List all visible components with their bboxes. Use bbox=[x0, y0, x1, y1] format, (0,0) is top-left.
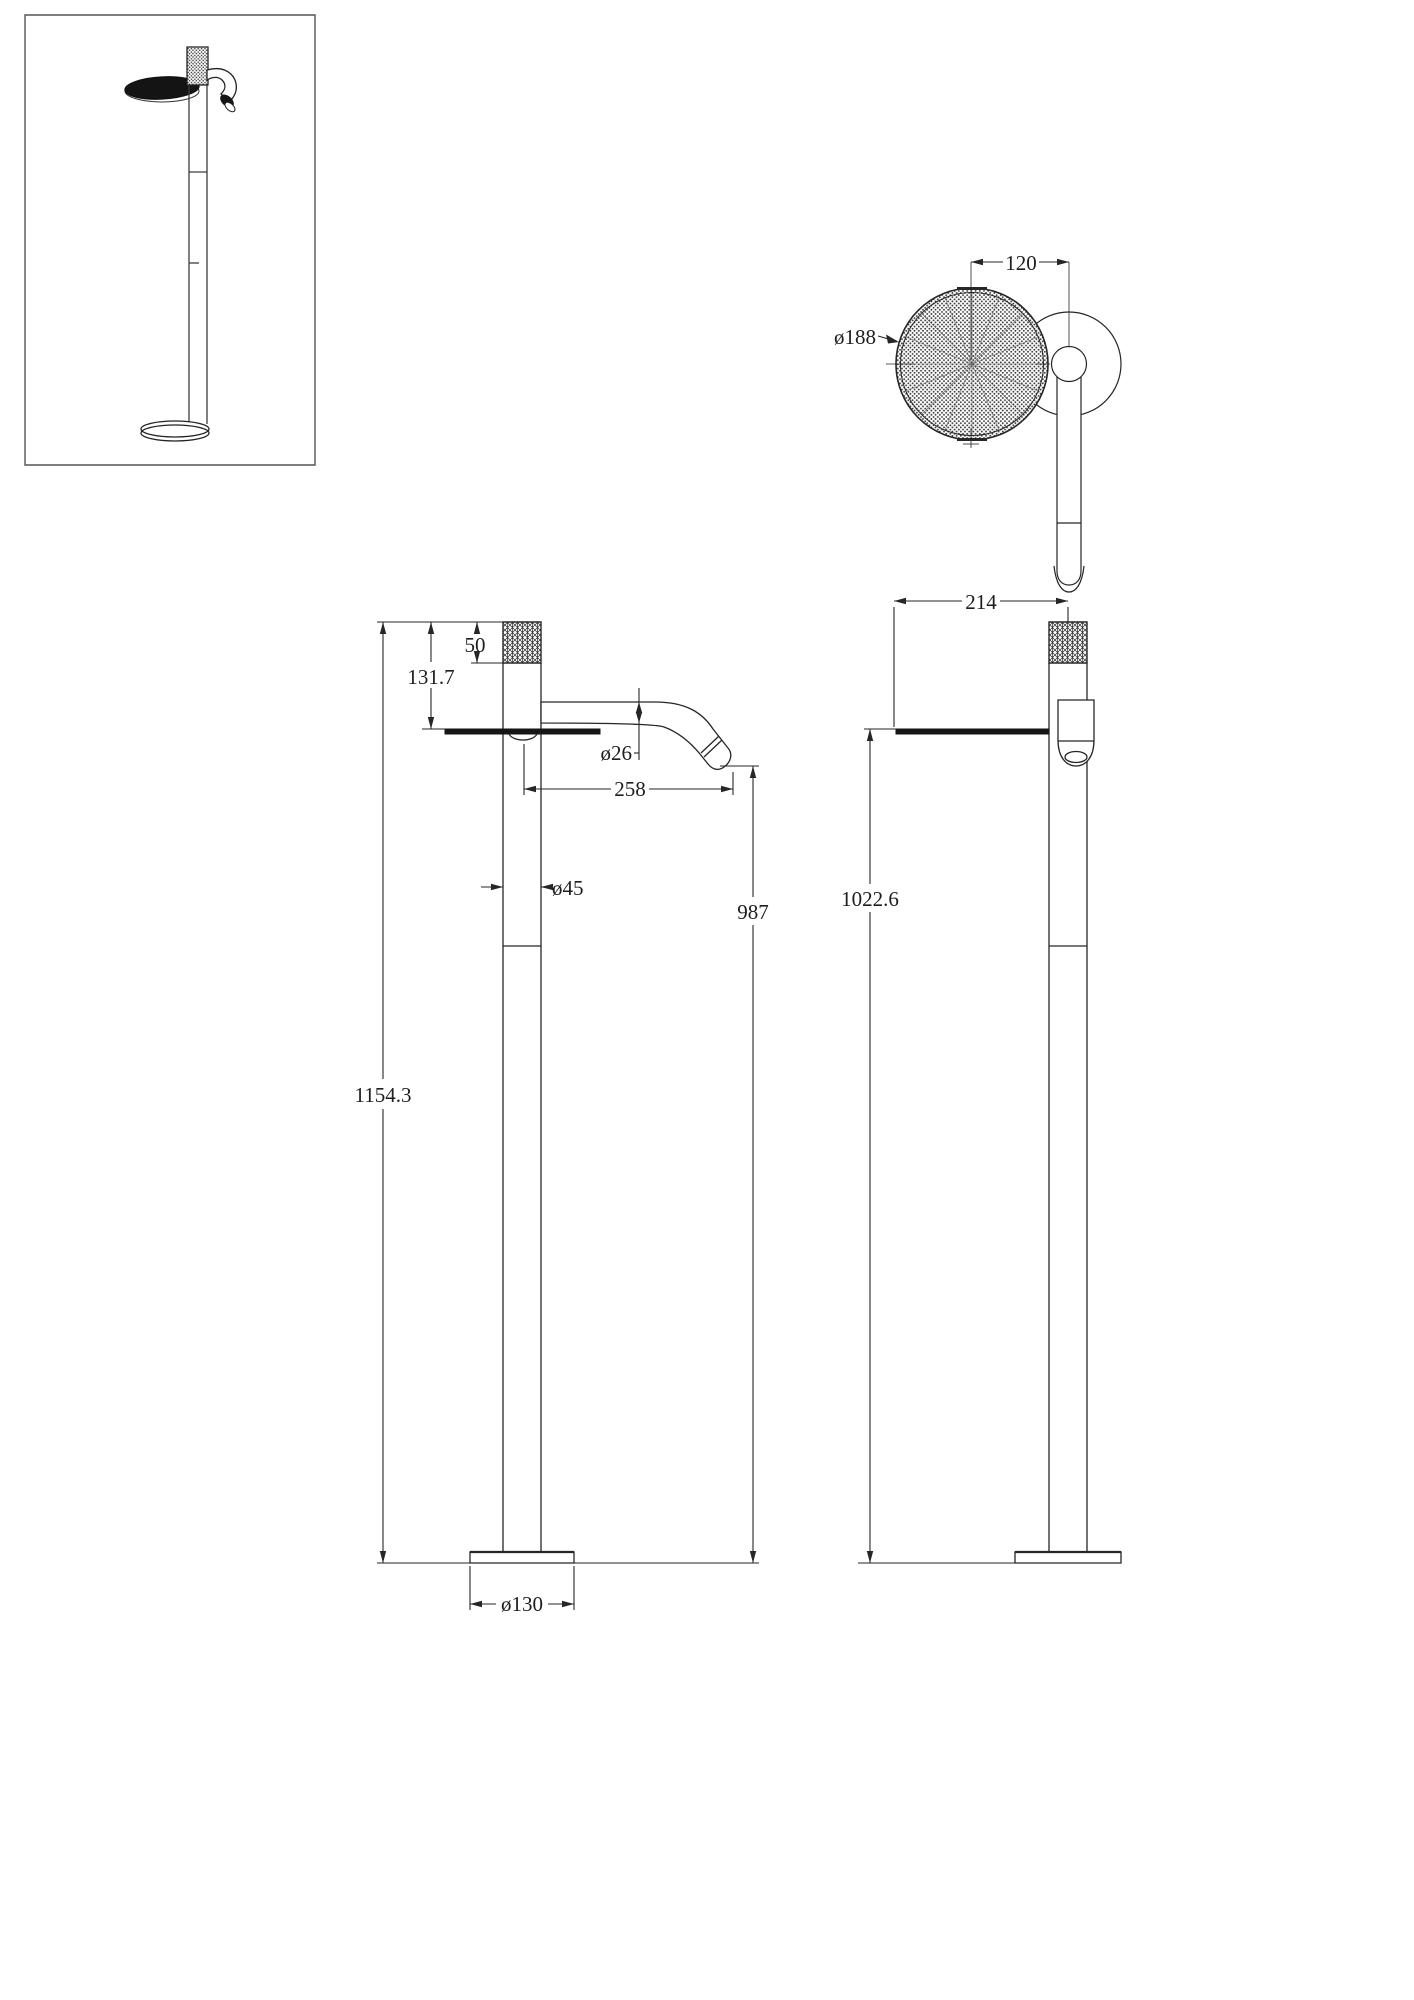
dim-spout-diameter bbox=[601, 688, 643, 765]
top-handle bbox=[1057, 362, 1081, 585]
dim-label-120: 120 bbox=[1005, 251, 1037, 275]
dim-shelf-to-floor bbox=[841, 729, 1015, 1563]
top-view bbox=[886, 262, 1121, 592]
front-view bbox=[445, 622, 731, 1563]
dim-label-258: 258 bbox=[614, 777, 646, 801]
front-shelf-mount-arc bbox=[509, 734, 537, 740]
dim-base-diameter bbox=[470, 1566, 574, 1616]
dim-shelf-depth bbox=[894, 590, 1068, 727]
front-shelf-edge bbox=[445, 729, 600, 734]
dim-label-987: 987 bbox=[737, 900, 769, 924]
dim-cap-to-shelf bbox=[407, 622, 454, 729]
side-shelf-edge bbox=[896, 729, 1049, 734]
front-handle-cap bbox=[503, 622, 541, 663]
dim-label-131-7: 131.7 bbox=[407, 665, 455, 689]
dim-center-distance bbox=[971, 251, 1069, 275]
dim-label-o130: ø130 bbox=[501, 1592, 543, 1616]
inset-handle-cap bbox=[187, 47, 208, 85]
side-view bbox=[896, 622, 1121, 1563]
dim-pole-diameter bbox=[481, 876, 584, 900]
dim-label-o188: ø188 bbox=[834, 325, 876, 349]
top-shelf-radial-lines bbox=[901, 293, 1043, 435]
dim-total-height bbox=[355, 622, 470, 1563]
top-cartridge-circle bbox=[1052, 347, 1087, 382]
pictorial-inset bbox=[25, 15, 315, 465]
side-spout-stub bbox=[1058, 700, 1094, 766]
dim-label-50: 50 bbox=[464, 633, 486, 657]
dim-label-214: 214 bbox=[965, 590, 997, 614]
side-base-plate bbox=[1015, 1552, 1121, 1563]
dim-label-o26: ø26 bbox=[600, 741, 632, 765]
inset-base-top bbox=[141, 421, 209, 437]
side-handle-cap bbox=[1049, 622, 1087, 663]
dim-label-1022-6: 1022.6 bbox=[841, 887, 899, 911]
dim-label-1154-3: 1154.3 bbox=[354, 1083, 412, 1107]
front-base-plate bbox=[470, 1552, 574, 1563]
dim-shelf-diameter bbox=[834, 325, 899, 349]
dim-outlet-height bbox=[574, 766, 769, 1563]
dim-label-o45: ø45 bbox=[552, 876, 584, 900]
